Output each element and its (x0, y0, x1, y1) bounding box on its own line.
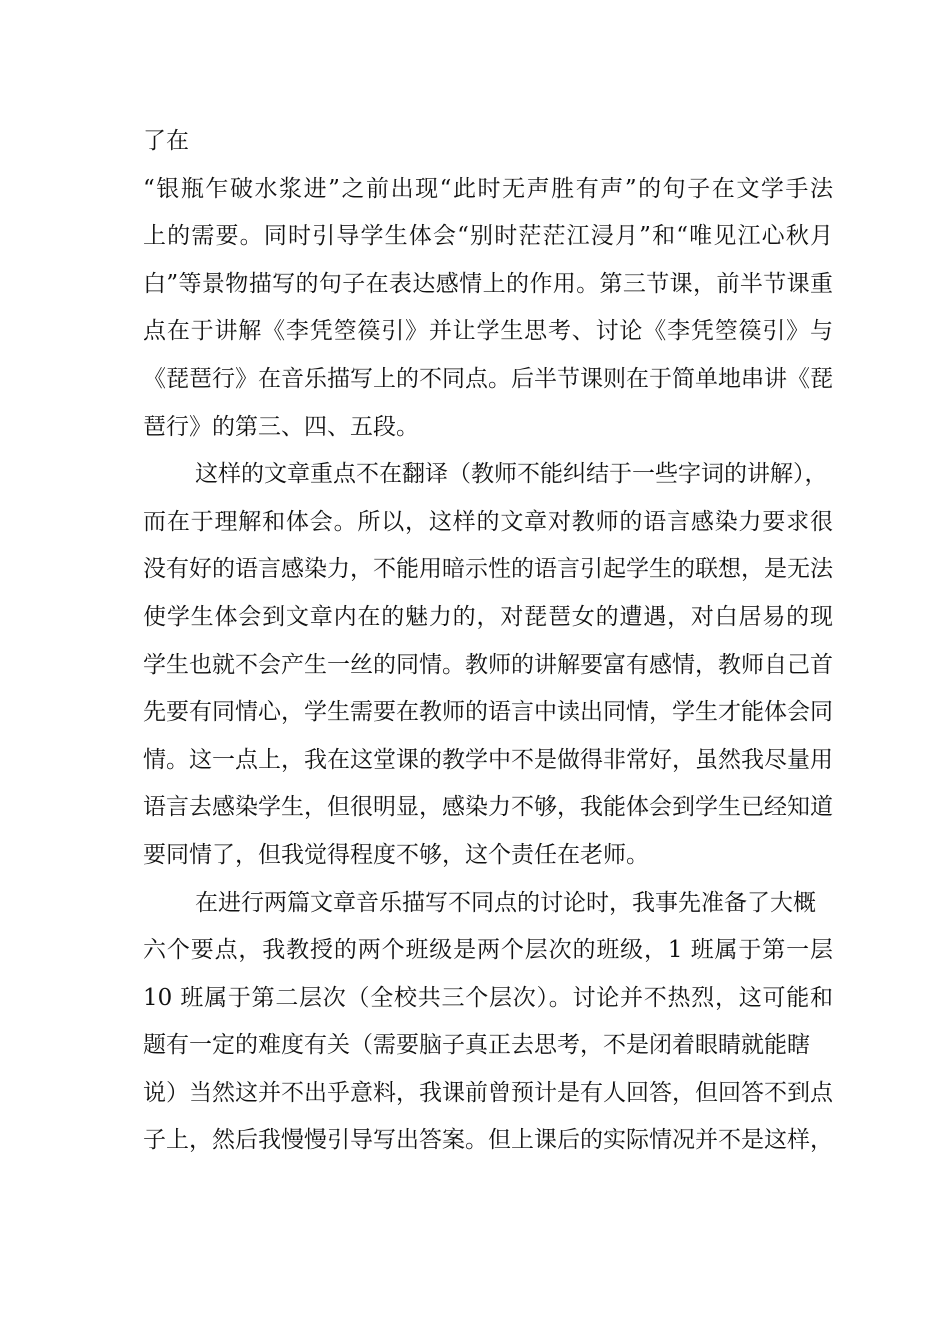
paragraph-first-line: 在进行两篇文章音乐描写不同点的讨论时，我事先准备了大概 (195, 889, 816, 916)
text-line: 说）当然这并不出乎意料，我课前曾预计是有人回答，但回答不到点 (143, 1079, 833, 1106)
text-line: 10 班属于第二层次（全校共三个层次）。讨论并不热烈，这可能和 (143, 984, 833, 1011)
text-line: 了在 (143, 128, 189, 154)
text-line: 六个要点，我教授的两个班级是两个层次的班级，1 班属于第一层 (143, 937, 833, 964)
text-line: 情。这一点上，我在这堂课的教学中不是做得非常好，虽然我尽量用 (143, 746, 833, 773)
text-line: 子上，然后我慢慢引导写出答案。但上课后的实际情况并不是这样， (143, 1127, 833, 1154)
text-line: 题有一定的难度有关（需要脑子真正去思考，不是闭着眼睛就能瞎 (143, 1032, 810, 1059)
body-text (143, 118, 833, 1165)
text-line: 语言去感染学生，但很明显，感染力不够，我能体会到学生已经知道 (143, 794, 833, 821)
paragraph-first-line: 这样的文章重点不在翻译（教师不能纠结于一些字词的讲解）， (195, 461, 828, 488)
text-line: 点在于讲解《李凭箜篌引》并让学生思考、讨论《李凭箜篌引》与 (143, 318, 833, 345)
text-line: 先要有同情心，学生需要在教师的语言中读出同情，学生才能体会同 (143, 699, 833, 726)
text-line: “银瓶乍破水浆进”之前出现“此时无声胜有声”的句子在文学手法 (143, 175, 833, 202)
text-line: 而在于理解和体会。所以，这样的文章对教师的语言感染力要求很 (143, 508, 833, 535)
text-line: 使学生体会到文章内在的魅力的，对琵琶女的遭遇，对白居易的现 (143, 603, 833, 630)
text-line: 《琵琶行》在音乐描写上的不同点。后半节课则在于简单地串讲《琵 (143, 365, 833, 392)
text-line: 白”等景物描写的句子在表达感情上的作用。第三节课，前半节课重 (143, 270, 833, 297)
text-line: 上的需要。同时引导学生体会“别时茫茫江浸月”和“唯见江心秋月 (143, 223, 833, 250)
text-line: 没有好的语言感染力，不能用暗示性的语言引起学生的联想，是无法 (143, 556, 833, 583)
text-line: 学生也就不会产生一丝的同情。教师的讲解要富有感情，教师自己首 (143, 651, 833, 678)
text-line: 琶行》的第三、四、五段。 (143, 413, 419, 440)
text-line: 要同情了，但我觉得程度不够，这个责任在老师。 (143, 841, 649, 868)
